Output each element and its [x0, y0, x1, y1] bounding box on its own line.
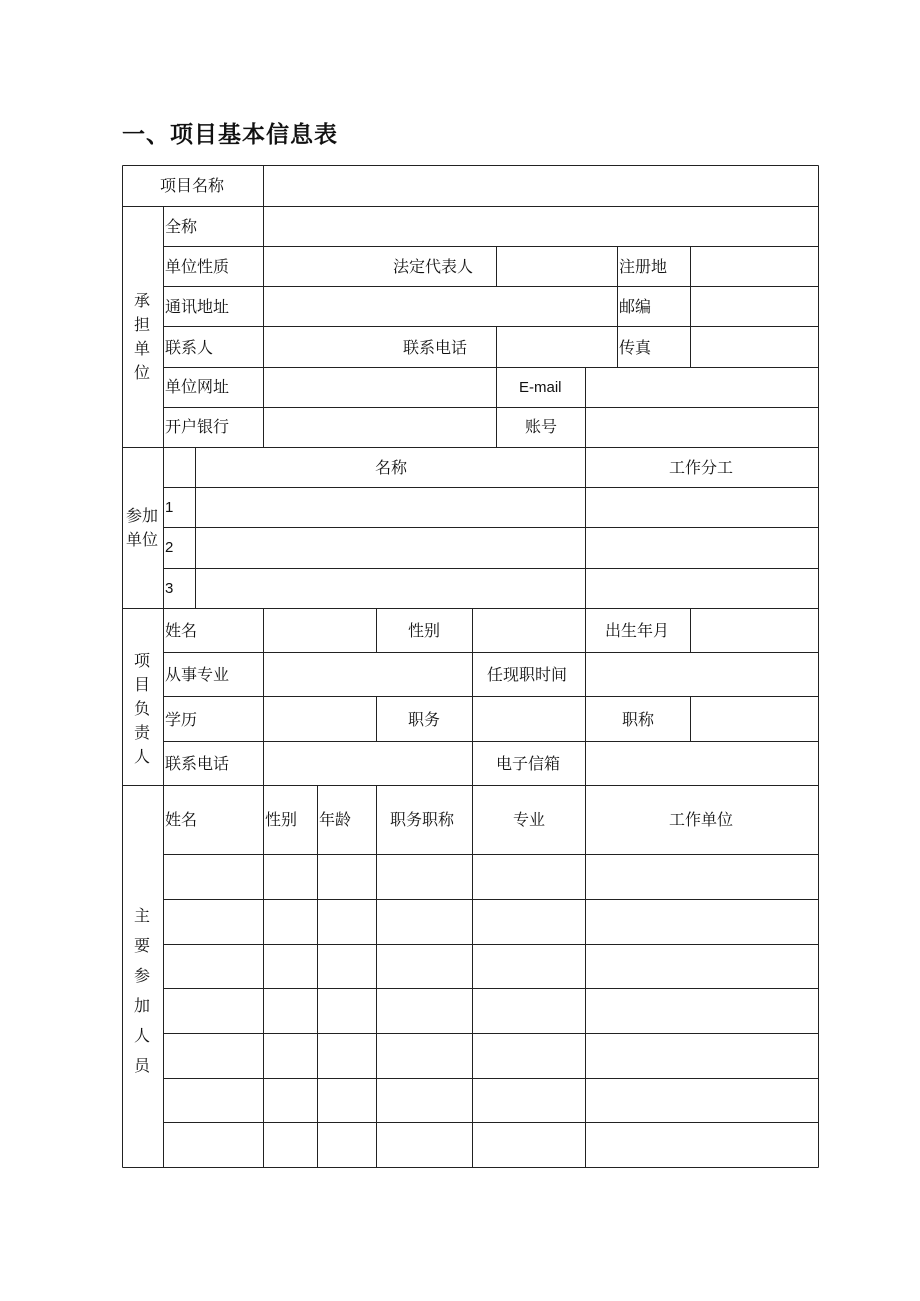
member-cell[interactable]	[586, 1079, 818, 1121]
member-cell[interactable]	[377, 855, 471, 898]
member-cell[interactable]	[586, 945, 818, 987]
leader-birth-field[interactable]	[691, 609, 818, 652]
participating-row-number: 2	[165, 539, 174, 556]
member-cell[interactable]	[164, 1079, 262, 1121]
leader-title-field[interactable]	[691, 697, 818, 741]
undertaking-section-char: 单	[133, 339, 150, 358]
leader-major-field[interactable]	[264, 653, 472, 696]
member-cell[interactable]	[377, 945, 471, 987]
member-cell[interactable]	[264, 1123, 316, 1167]
members-header-gender: 性别	[265, 810, 298, 829]
member-cell[interactable]	[473, 1034, 584, 1077]
leader-section-char: 目	[133, 675, 150, 694]
address-field[interactable]	[264, 287, 617, 326]
phone-field[interactable]	[497, 327, 617, 367]
member-cell[interactable]	[473, 945, 584, 987]
unit-type-label: 单位性质	[165, 257, 230, 276]
member-cell[interactable]	[264, 1034, 316, 1077]
leader-section-char: 负	[133, 699, 150, 718]
member-cell[interactable]	[164, 945, 262, 987]
member-cell[interactable]	[377, 900, 471, 943]
member-cell[interactable]	[164, 1123, 262, 1167]
account-field[interactable]	[586, 408, 818, 447]
project-name-label: 项目名称	[160, 176, 225, 195]
members-header-position: 职务职称	[390, 810, 455, 829]
fax-label: 传真	[619, 338, 652, 357]
member-cell[interactable]	[264, 855, 316, 898]
participating-role-header: 工作分工	[669, 458, 734, 477]
member-cell[interactable]	[264, 989, 316, 1032]
member-cell[interactable]	[164, 900, 262, 943]
fax-field[interactable]	[691, 327, 818, 367]
member-cell[interactable]	[586, 900, 818, 943]
leader-gender-field[interactable]	[473, 609, 585, 652]
member-cell[interactable]	[377, 989, 471, 1032]
members-section-char: 主	[133, 906, 150, 925]
member-cell[interactable]	[586, 1123, 818, 1167]
participating-section-line: 参加	[125, 506, 158, 525]
participating-name-field[interactable]	[196, 569, 585, 608]
leader-position-label: 职务	[408, 710, 441, 729]
participating-name-field[interactable]	[196, 528, 585, 567]
member-cell[interactable]	[586, 989, 818, 1032]
page-title: 一、项目基本信息表	[122, 122, 338, 148]
member-cell[interactable]	[318, 1034, 375, 1077]
website-field[interactable]	[264, 368, 496, 407]
member-cell[interactable]	[377, 1034, 471, 1077]
leader-section-char: 人	[133, 747, 150, 766]
phone-label: 联系电话	[403, 338, 468, 357]
project-name-field[interactable]	[264, 166, 818, 206]
legal-rep-field[interactable]	[497, 247, 617, 286]
participating-section-line: 单位	[125, 530, 158, 549]
undertaking-section-label	[122, 207, 163, 448]
member-cell[interactable]	[318, 1123, 375, 1167]
reg-place-label: 注册地	[619, 257, 668, 276]
participating-name-field[interactable]	[196, 488, 585, 527]
full-name-field[interactable]	[264, 207, 818, 246]
undertaking-section-char: 位	[133, 363, 150, 382]
members-section-char: 人	[133, 1026, 150, 1045]
member-cell[interactable]	[264, 1079, 316, 1121]
member-cell[interactable]	[586, 1034, 818, 1077]
member-cell[interactable]	[318, 1079, 375, 1121]
participating-role-field[interactable]	[586, 528, 818, 567]
leader-major-label: 从事专业	[165, 665, 230, 684]
leader-section-char: 责	[133, 723, 150, 742]
member-cell[interactable]	[473, 989, 584, 1032]
participating-role-field[interactable]	[586, 488, 818, 527]
undertaking-section-char: 担	[133, 315, 150, 334]
member-cell[interactable]	[264, 945, 316, 987]
leader-education-field[interactable]	[264, 697, 375, 741]
leader-section-label	[122, 609, 163, 786]
member-cell[interactable]	[264, 900, 316, 943]
bank-label: 开户银行	[165, 417, 230, 436]
member-cell[interactable]	[473, 900, 584, 943]
leader-education-label: 学历	[165, 710, 198, 729]
postcode-field[interactable]	[691, 287, 818, 326]
member-cell[interactable]	[318, 989, 375, 1032]
participating-name-header: 名称	[375, 458, 408, 477]
members-header-major: 专业	[513, 810, 546, 829]
members-section-char: 员	[133, 1056, 150, 1075]
leader-gender-label: 性别	[408, 621, 441, 640]
member-cell[interactable]	[318, 855, 375, 898]
website-label: 单位网址	[165, 377, 230, 396]
leader-birth-label: 出生年月	[605, 621, 670, 640]
project-info-table	[122, 165, 819, 1168]
member-cell[interactable]	[318, 945, 375, 987]
leader-name-label: 姓名	[165, 621, 198, 640]
leader-email-label: 电子信箱	[496, 754, 561, 773]
address-label: 通讯地址	[165, 297, 230, 316]
leader-email-field[interactable]	[586, 742, 818, 785]
leader-tenure-label: 任现职时间	[487, 665, 568, 684]
member-cell[interactable]	[377, 1123, 471, 1167]
reg-place-field[interactable]	[691, 247, 818, 286]
member-cell[interactable]	[318, 900, 375, 943]
members-header-age: 年龄	[319, 810, 352, 829]
participating-section-label	[122, 448, 163, 608]
leader-section-char: 项	[133, 651, 150, 670]
member-cell[interactable]	[164, 855, 262, 898]
participating-role-field[interactable]	[586, 569, 818, 608]
members-section-char: 加	[133, 996, 150, 1015]
member-cell[interactable]	[164, 989, 262, 1032]
undertaking-section-char: 承	[133, 291, 150, 310]
members-header-workplace: 工作单位	[669, 810, 734, 829]
leader-name-field[interactable]	[264, 609, 375, 652]
members-section-char: 参	[133, 966, 150, 985]
members-section-label	[122, 786, 163, 1168]
member-cell[interactable]	[473, 855, 584, 898]
leader-title-label: 职称	[622, 710, 655, 729]
member-cell[interactable]	[164, 1034, 262, 1077]
member-cell[interactable]	[473, 1079, 584, 1121]
full-name-label: 全称	[165, 217, 198, 236]
email-label: E-mail	[519, 379, 562, 396]
email-field[interactable]	[586, 368, 818, 407]
leader-tenure-field[interactable]	[586, 653, 818, 696]
member-cell[interactable]	[473, 1123, 584, 1167]
legal-rep-label: 法定代表人	[393, 257, 474, 276]
leader-phone-field[interactable]	[264, 742, 472, 785]
participating-row-number: 1	[165, 499, 174, 516]
account-label: 账号	[525, 417, 558, 436]
participating-row-number: 3	[165, 580, 174, 597]
contact-label: 联系人	[165, 338, 214, 357]
member-cell[interactable]	[586, 855, 818, 898]
leader-phone-label: 联系电话	[165, 754, 230, 773]
members-header-name: 姓名	[165, 810, 198, 829]
postcode-label: 邮编	[619, 297, 652, 316]
bank-field[interactable]	[264, 408, 496, 447]
members-section-char: 要	[133, 936, 150, 955]
member-cell[interactable]	[377, 1079, 471, 1121]
leader-position-field[interactable]	[473, 697, 585, 741]
